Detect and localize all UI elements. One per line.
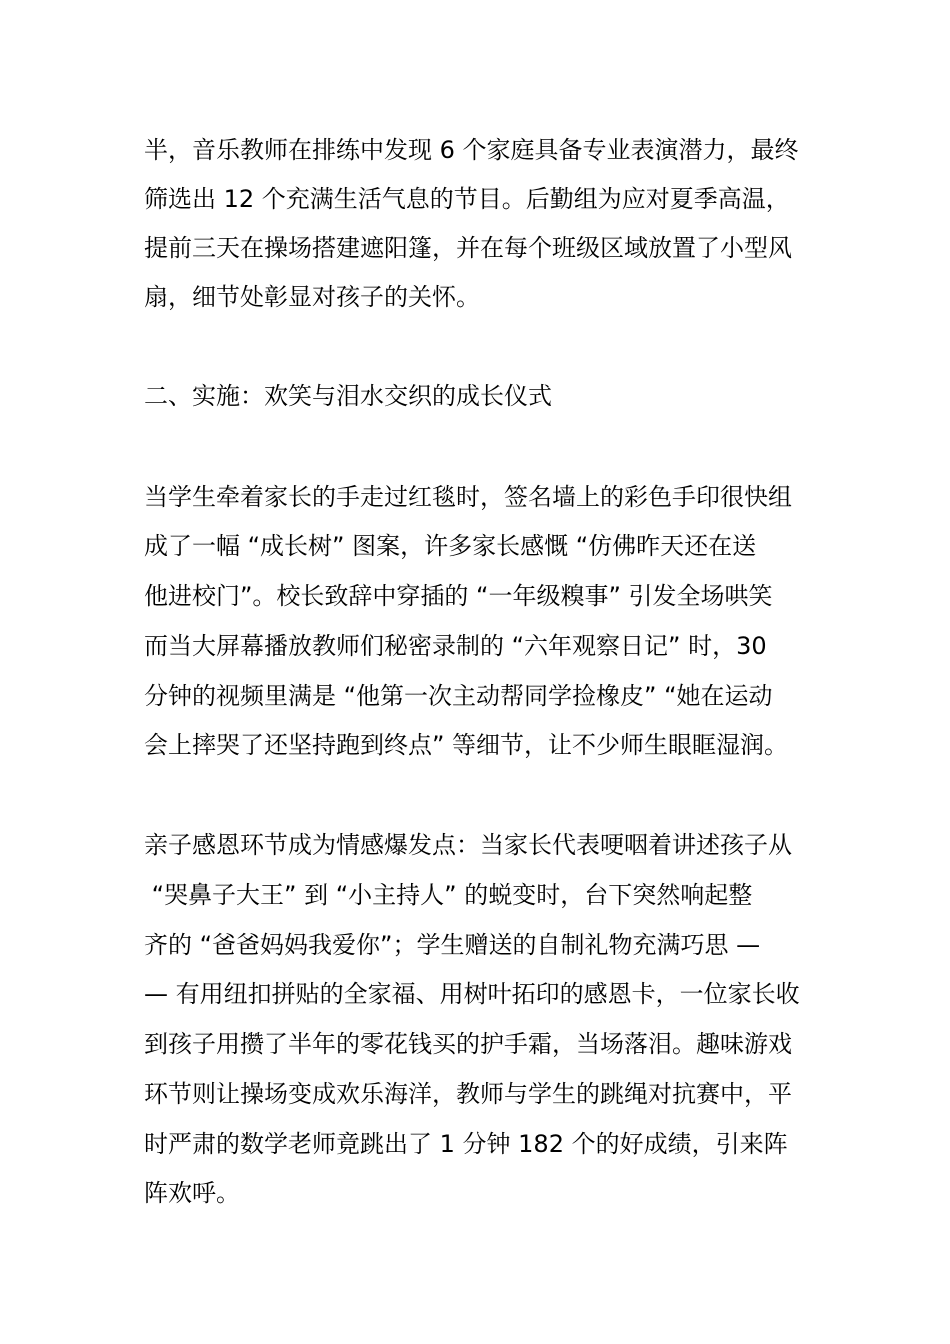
paragraph-2-line-2: 成了一幅 “成长树” 图案，许多家长感慨 “仿佛昨天还在送 — [144, 532, 757, 560]
paragraph-3-line-4: — 有用纽扣拼贴的全家福、用树叶拓印的感恩卡，一位家长收 — [144, 980, 800, 1008]
paragraph-1-line-3: 提前三天在操场搭建遮阳篷，并在每个班级区域放置了小型风 — [144, 234, 792, 262]
paragraph-2-line-6: 会上摔哭了还坚持跑到终点” 等细节，让不少师生眼眶湿润。 — [144, 731, 789, 759]
paragraph-3-line-2: “哭鼻子大王” 到 “小主持人” 的蜕变时，台下突然响起整 — [144, 881, 753, 909]
paragraph-3-line-3: 齐的 “爸爸妈妈我爱你”；学生赠送的自制礼物充满巧思 — — [144, 931, 761, 959]
paragraph-1-line-4: 扇，细节处彰显对孩子的关怀。 — [144, 283, 480, 311]
paragraph-3-line-8: 阵欢呼。 — [144, 1179, 240, 1207]
paragraph-3-line-1: 亲子感恩环节成为情感爆发点：当家长代表哽咽着讲述孩子从 — [144, 831, 792, 859]
paragraph-1-line-1: 半，音乐教师在排练中发现 6 个家庭具备专业表演潜力，最终 — [144, 136, 799, 164]
paragraph-1-line-2: 筛选出 12 个充满生活气息的节目。后勤组为应对夏季高温， — [144, 185, 790, 213]
paragraph-2-line-4: 而当大屏幕播放教师们秘密录制的 “六年观察日记” 时，30 — [144, 632, 767, 660]
paragraph-2-line-1: 当学生牵着家长的手走过红毯时，签名墙上的彩色手印很快组 — [144, 483, 792, 511]
paragraph-3-line-6: 环节则让操场变成欢乐海洋，教师与学生的跳绳对抗赛中，平 — [144, 1080, 792, 1108]
section-heading: 二、实施：欢笑与泪水交织的成长仪式 — [144, 382, 552, 410]
paragraph-3-line-7: 时严肃的数学老师竟跳出了 1 分钟 182 个的好成绩，引来阵 — [144, 1130, 788, 1158]
paragraph-2-line-5: 分钟的视频里满是 “他第一次主动帮同学捡橡皮” “她在运动 — [144, 682, 773, 710]
paragraph-2-line-3: 他进校门”。校长致辞中穿插的 “一年级糗事” 引发全场哄笑 — [144, 582, 773, 610]
paragraph-3-line-5: 到孩子用攒了半年的零花钱买的护手霜，当场落泪。趣味游戏 — [144, 1030, 792, 1058]
